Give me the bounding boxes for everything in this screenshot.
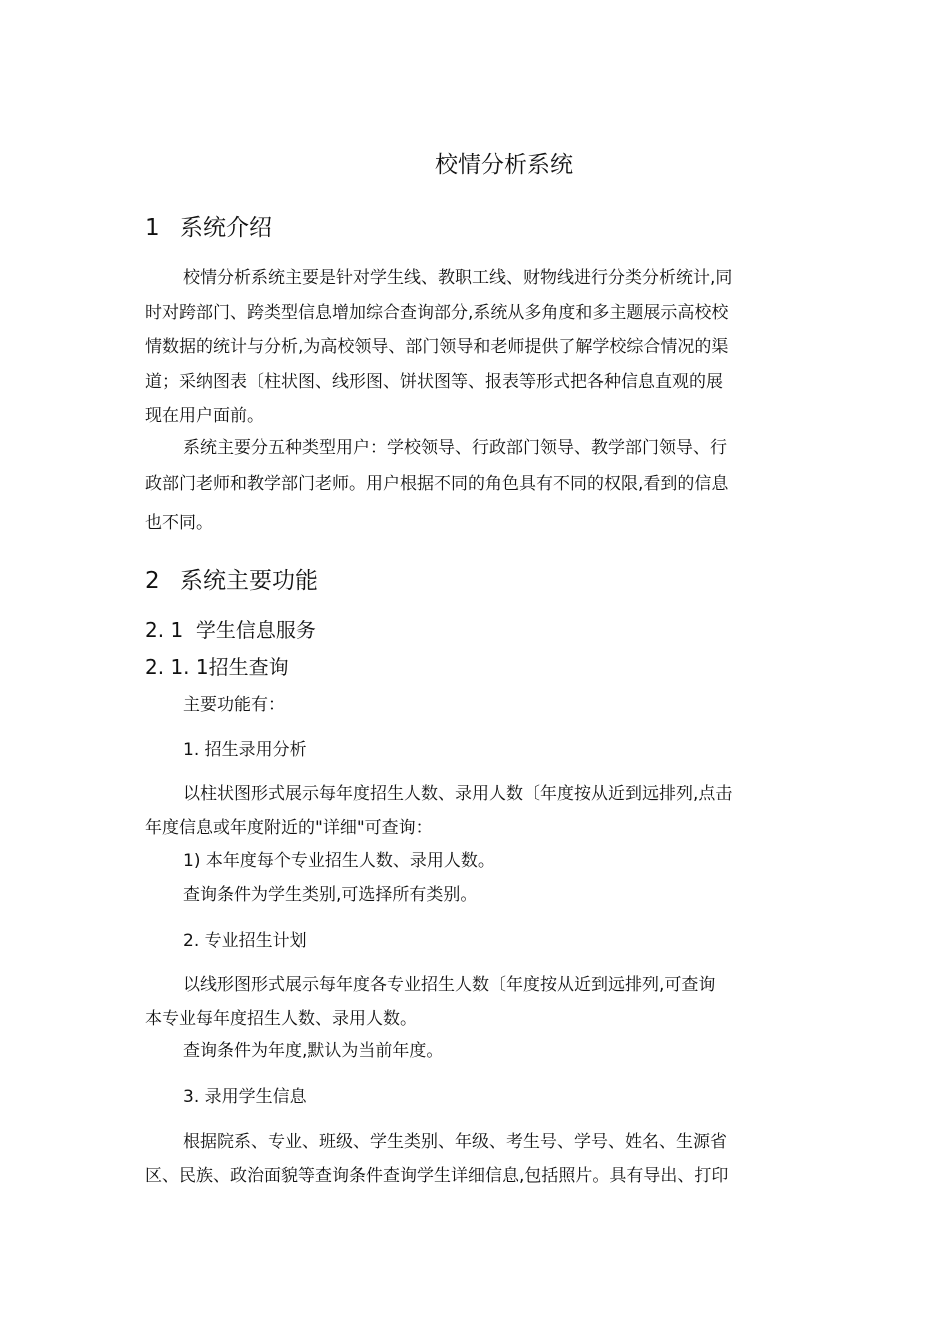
item-heading: 1. 招生录用分析 — [183, 740, 307, 760]
paragraph-line: 也不同。 — [145, 513, 213, 533]
sub-item: 1) 本年度每个专业招生人数、录用人数。 — [183, 851, 495, 871]
item-heading: 2. 专业招生计划 — [183, 931, 307, 951]
paragraph-line: 以柱状图形式展示每年度招生人数、录用人数〔年度按从近到远排列,点击 — [183, 784, 733, 804]
subsection-heading — [145, 614, 316, 643]
item-heading: 3. 录用学生信息 — [183, 1087, 307, 1107]
section-title: 系统主要功能 — [180, 568, 318, 594]
paragraph-line: 情数据的统计与分析,为高校领导、部门领导和老师提供了解学校综合情况的渠 — [145, 337, 729, 357]
paragraph-line: 根据院系、专业、班级、学生类别、年级、考生号、学号、姓名、生源省 — [183, 1132, 727, 1152]
subsubsection-heading: 2. 1. 1招生查询 — [145, 655, 289, 679]
section-heading-1 — [145, 209, 272, 242]
section-title: 系统介绍 — [180, 215, 272, 241]
note-text: 查询条件为学生类别,可选择所有类别。 — [183, 885, 478, 905]
note-text: 查询条件为年度,默认为当前年度。 — [183, 1041, 444, 1061]
paragraph-line: 校情分析系统主要是针对学生线、教职工线、财物线进行分类分析统计,同 — [183, 268, 733, 288]
paragraph-line: 时对跨部门、跨类型信息增加综合查询部分,系统从多角度和多主题展示高校校 — [145, 303, 729, 323]
paragraph-line: 系统主要分五种类型用户：学校领导、行政部门领导、教学部门领导、行 — [183, 438, 727, 458]
paragraph-line: 区、民族、政治面貌等查询条件查询学生详细信息,包括照片。具有导出、打印 — [145, 1166, 729, 1186]
paragraph-line: 年度信息或年度附近的"详细"可查询： — [145, 818, 433, 838]
subsection-number: 2. 1 — [145, 618, 184, 642]
section-number: 1 — [145, 215, 160, 241]
paragraph-line: 现在用户面前。 — [145, 406, 264, 426]
subsection-title: 学生信息服务 — [195, 618, 316, 642]
paragraph-line: 以线形图形式展示每年度各专业招生人数〔年度按从近到远排列,可查询 — [183, 975, 716, 995]
paragraph-line: 政部门老师和教学部门老师。用户根据不同的角色具有不同的权限,看到的信息 — [145, 474, 729, 494]
intro-text: 主要功能有： — [183, 695, 285, 715]
document-title: 校情分析系统 — [435, 152, 573, 178]
section-heading-2 — [145, 562, 318, 595]
paragraph-line: 道；采纳图表〔柱状图、线形图、饼状图等、报表等形式把各种信息直观的展 — [145, 372, 723, 392]
paragraph-line: 本专业每年度招生人数、录用人数。 — [145, 1009, 417, 1029]
section-number: 2 — [145, 568, 160, 594]
